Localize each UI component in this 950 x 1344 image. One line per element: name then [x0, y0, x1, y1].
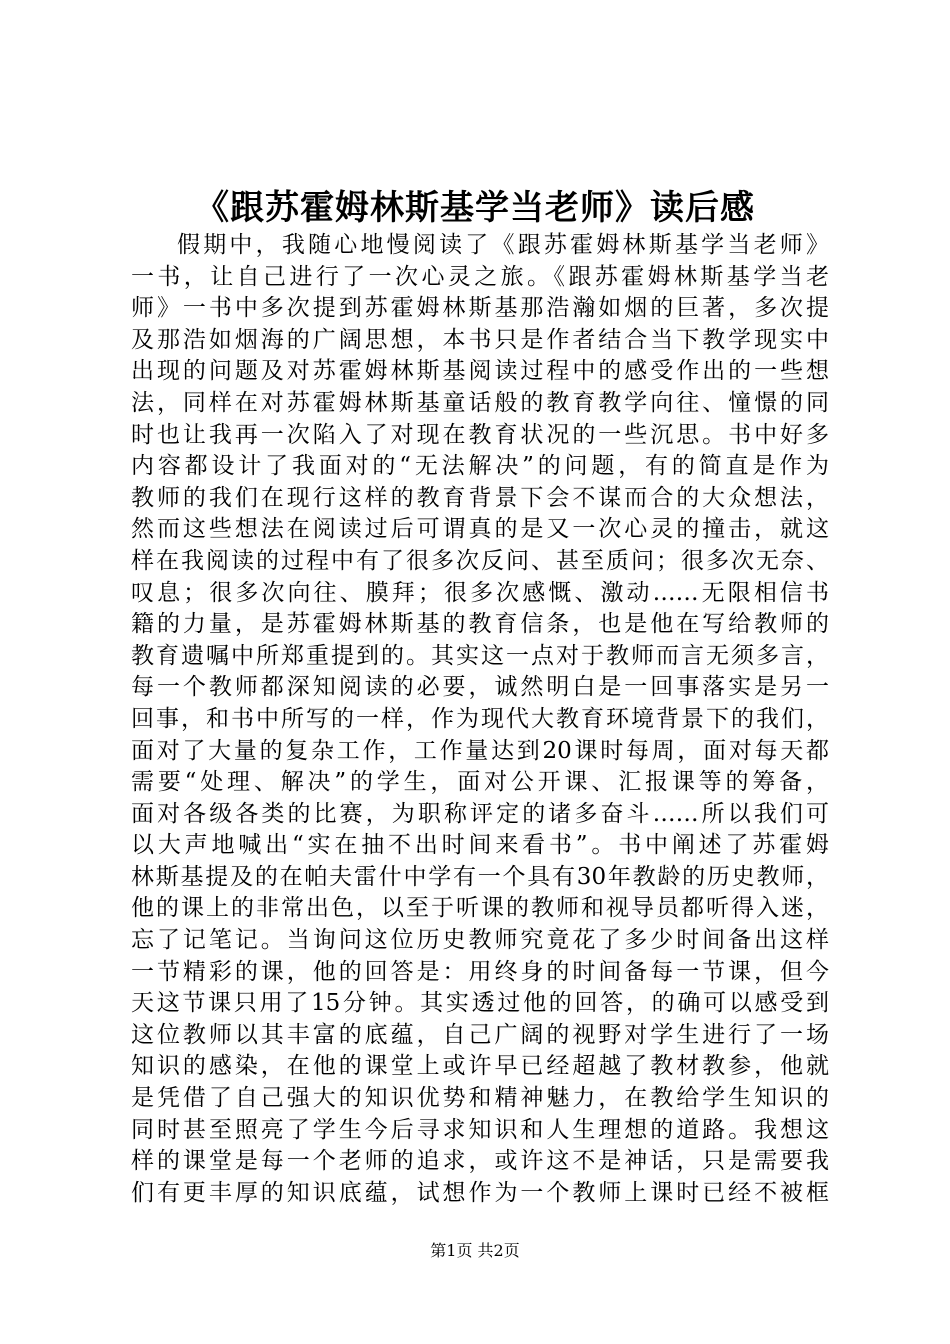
page-footer: 第1页 共2页 — [430, 1241, 520, 1260]
text-line: 是凭借了自己强大的知识优势和精神魅力，在教给学生知识的 — [131, 1085, 829, 1112]
text-line: 面对各级各类的比赛，为职称评定的诸多奋斗……所以我们可 — [131, 800, 829, 827]
text-line: 每一个教师都深知阅读的必要，诚然明白是一回事落实是另一 — [131, 674, 829, 701]
text-line: 们有更丰厚的知识底蕴，试想作为一个教师上课时已经不被框 — [131, 1179, 829, 1206]
text-line: 一节精彩的课，他的回答是：用终身的时间备每一节课，但今 — [131, 958, 829, 985]
text-line: 一书，让自己进行了一次心灵之旅。《跟苏霍姆林斯基学当老 — [131, 263, 829, 290]
text-line: 及那浩如烟海的广阔思想，本书只是作者结合当下教学现实中 — [131, 326, 829, 353]
text-line: 林斯基提及的在帕夫雷什中学有一个具有30年教龄的历史教师， — [131, 863, 829, 890]
text-line: 这位教师以其丰富的底蕴，自己广阔的视野对学生进行了一场 — [131, 1021, 829, 1048]
text-line: 教师的我们在现行这样的教育背景下会不谋而合的大众想法， — [131, 484, 829, 511]
text-line: 天这节课只用了15分钟。其实透过他的回答，的确可以感受到 — [131, 990, 829, 1017]
text-line: 知识的感染，在他的课堂上或许早已经超越了教材教参，他就 — [131, 1053, 829, 1080]
text-line: 忘了记笔记。当询问这位历史教师究竟花了多少时间备出这样 — [131, 927, 829, 954]
text-line: 内容都设计了我面对的“无法解决”的问题，有的简直是作为 — [131, 453, 829, 480]
text-line: 需要“处理、解决”的学生，面对公开课、汇报课等的筹备， — [131, 769, 829, 796]
text-line: 以大声地喊出“实在抽不出时间来看书”。书中阐述了苏霍姆 — [131, 832, 829, 859]
text-line: 他的课上的非常出色，以至于听课的教师和视导员都听得入迷， — [131, 895, 829, 922]
body-paragraph — [131, 230, 829, 1209]
text-line: 样在我阅读的过程中有了很多次反问、甚至质问；很多次无奈、 — [131, 547, 829, 574]
text-line: 叹息；很多次向往、膜拜；很多次感慨、激动……无限相信书 — [131, 579, 829, 606]
text-line: 师》一书中多次提到苏霍姆林斯基那浩瀚如烟的巨著，多次提 — [131, 295, 829, 322]
text-line: 回事，和书中所写的一样，作为现代大教育环境背景下的我们， — [131, 705, 829, 732]
text-line: 法，同样在对苏霍姆林斯基童话般的教育教学向往、憧憬的同 — [131, 389, 829, 416]
document-title: 《跟苏霍姆林斯基学当老师》读后感 — [195, 188, 755, 228]
text-line: 教育遗嘱中所郑重提到的。其实这一点对于教师而言无须多言， — [131, 642, 829, 669]
text-line: 出现的问题及对苏霍姆林斯基阅读过程中的感受作出的一些想 — [131, 358, 829, 385]
text-line: 然而这些想法在阅读过后可谓真的是又一次心灵的撞击，就这 — [131, 516, 829, 543]
text-line: 同时甚至照亮了学生今后寻求知识和人生理想的道路。我想这 — [131, 1116, 829, 1143]
text-line: 面对了大量的复杂工作，工作量达到20课时每周，面对每天都 — [131, 737, 829, 764]
text-line: 假期中，我随心地慢阅读了《跟苏霍姆林斯基学当老师》 — [177, 232, 829, 258]
text-line: 样的课堂是每一个老师的追求，或许这不是神话，只是需要我 — [131, 1148, 829, 1175]
text-line: 籍的力量，是苏霍姆林斯基的教育信条，也是他在写给教师的 — [131, 611, 829, 638]
text-line: 时也让我再一次陷入了对现在教育状况的一些沉思。书中好多 — [131, 421, 829, 448]
